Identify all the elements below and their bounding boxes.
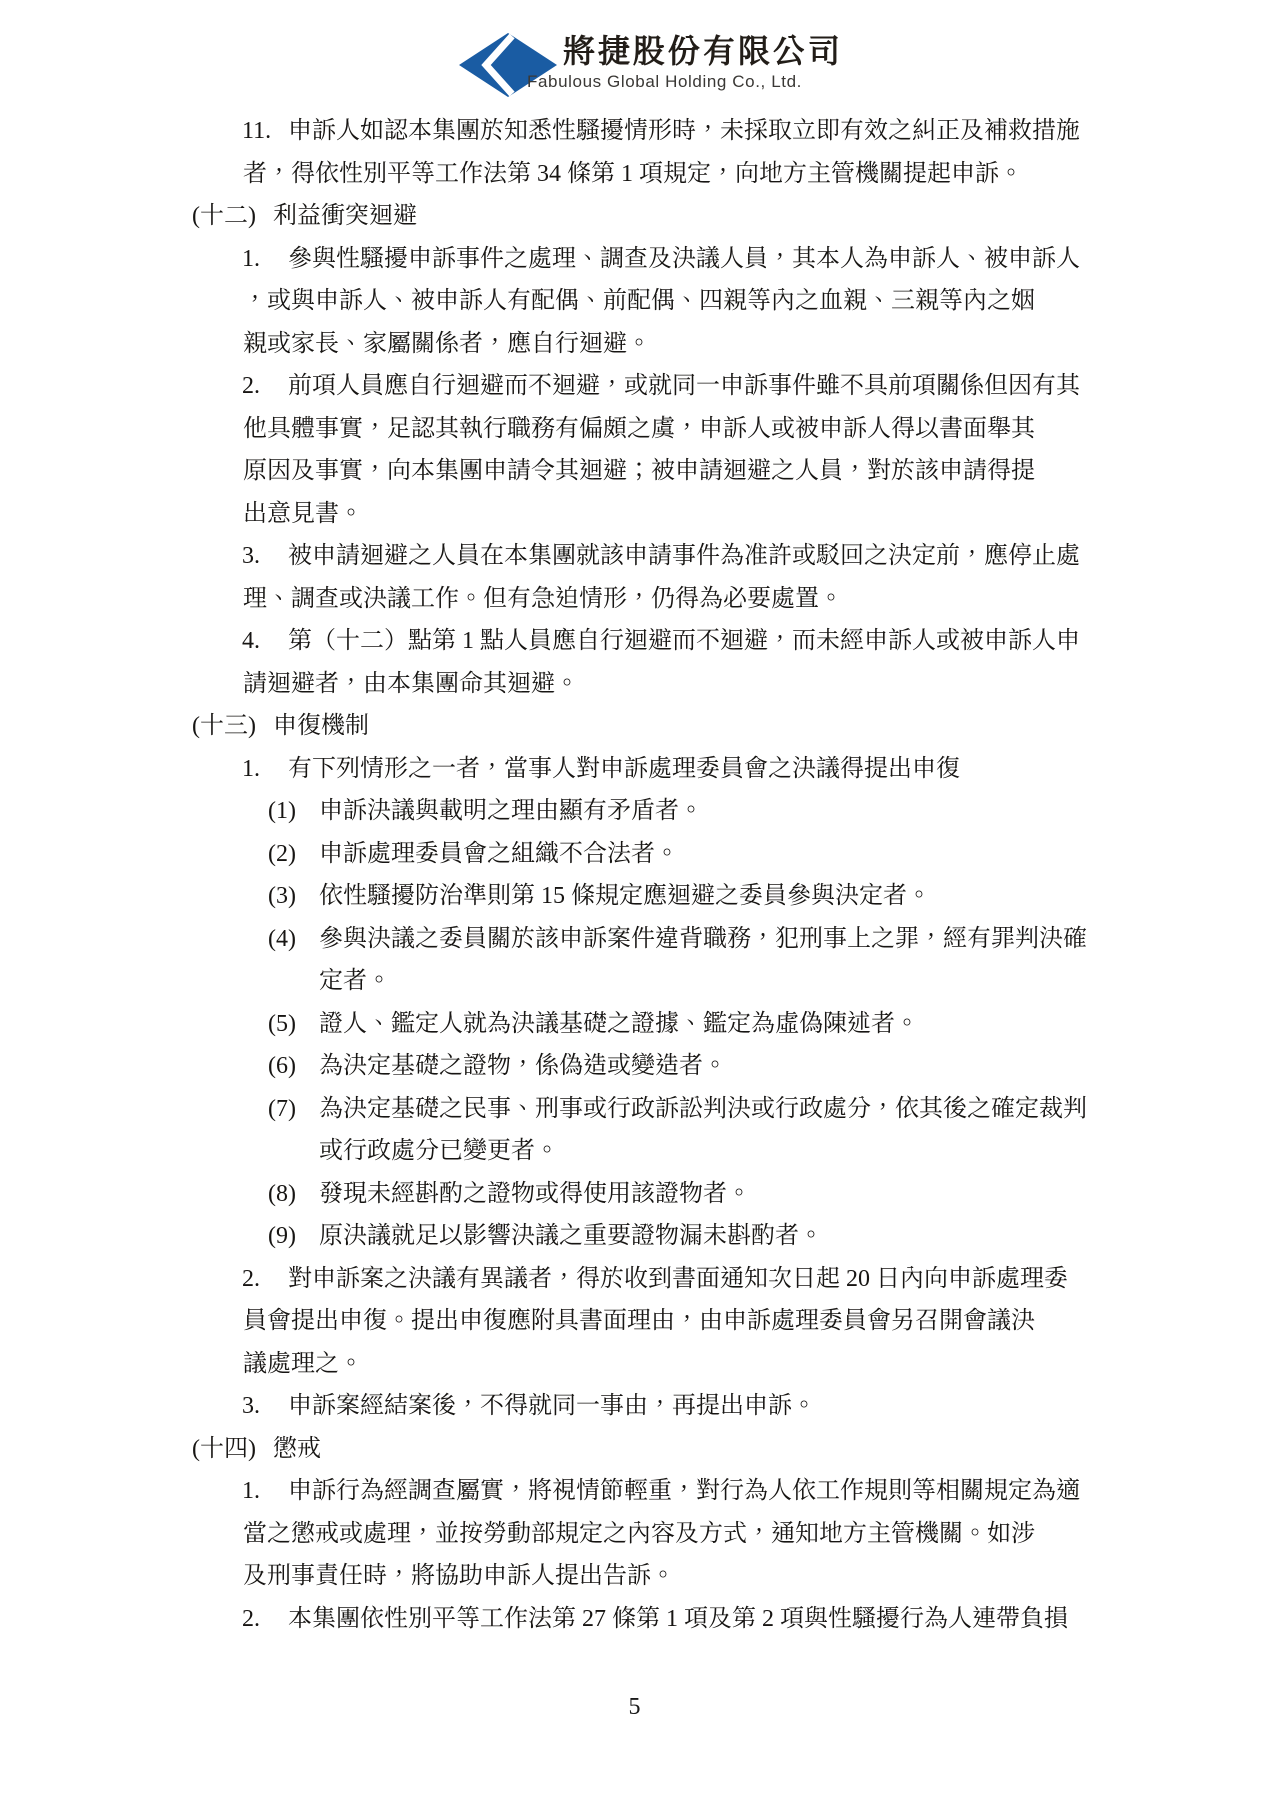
line-marker: (十三): [192, 713, 256, 739]
line-text: 親或家長、家屬關係者，應自行迴避。: [243, 330, 651, 357]
document-line: [0, 790, 1269, 833]
document-line: [0, 493, 1269, 536]
line-text: 為決定基礎之證物，係偽造或變造者。: [319, 1053, 727, 1079]
document-line: [0, 280, 1269, 323]
line-marker: 3.: [242, 543, 260, 569]
line-marker: 1.: [242, 245, 260, 272]
line-text: 申訴案經結案後，不得就同一事由，再提出申訴。: [288, 1393, 816, 1419]
line-marker: (9): [268, 1223, 296, 1249]
document-line: [0, 663, 1269, 706]
document-line: [0, 960, 1269, 1003]
line-marker: 1.: [242, 755, 260, 782]
line-text: 申訴行為經調查屬實，將視情節輕重，對行為人依工作規則等相關規定為適: [288, 1478, 1080, 1504]
document-line: [0, 1555, 1269, 1598]
page-number: 5: [628, 1694, 641, 1720]
document-line: [0, 238, 1269, 281]
line-marker: (3): [268, 883, 296, 909]
document-line: [0, 535, 1269, 578]
line-text: 定者。: [319, 968, 391, 994]
line-text: 員會提出申復。提出申復應附具書面理由，由申訴處理委員會另召開會議決: [243, 1308, 1035, 1334]
company-name-zh: 將捷股份有限公司: [563, 33, 844, 69]
line-text: 對申訴案之決議有異議者，得於收到書面通知次日起 20 日內向申訴處理委: [288, 1265, 1068, 1292]
line-text: 出意見書。: [243, 500, 363, 527]
document-line: [0, 1300, 1269, 1343]
document-line: [0, 1258, 1269, 1301]
document-line: [0, 1173, 1269, 1216]
document-line: [0, 620, 1269, 663]
line-text: ，或與申訴人、被申訴人有配偶、前配偶、四親等內之血親、三親等內之姻: [243, 288, 1035, 314]
line-text: 前項人員應自行迴避而不迴避，或就同一申訴事件雖不具前項關係但因有其: [288, 373, 1080, 399]
document-line: [0, 408, 1269, 451]
line-text: 申訴決議與載明之理由顯有矛盾者。: [319, 798, 703, 824]
line-marker: (8): [268, 1180, 296, 1207]
document-line: [0, 153, 1269, 196]
document-line: [0, 1215, 1269, 1258]
line-text: 原因及事實，向本集團申請令其迴避；被申請迴避之人員，對於該申請得提: [243, 458, 1035, 484]
line-marker: 3.: [242, 1393, 260, 1419]
line-marker: (5): [268, 1010, 296, 1037]
line-marker: (7): [268, 1095, 296, 1122]
line-text: 原決議就足以影響決議之重要證物漏未斟酌者。: [319, 1223, 823, 1249]
line-text: 申訴人如認本集團於知悉性騷擾情形時，未採取立即有效之糾正及補救措施: [288, 118, 1080, 144]
line-text: 者，得依性別平等工作法第 34 條第 1 項規定，向地方主管機關提起申訴。: [243, 160, 1023, 187]
line-text: 為決定基礎之民事、刑事或行政訴訟判決或行政處分，依其後之確定裁判: [319, 1095, 1087, 1122]
page-footer: [0, 1686, 1269, 1728]
document-line: [0, 1343, 1269, 1386]
document-line: [0, 323, 1269, 366]
line-text: 議處理之。: [243, 1350, 363, 1377]
document-line: [0, 875, 1269, 918]
line-marker: 1.: [242, 1478, 260, 1504]
line-text: 或行政處分已變更者。: [319, 1138, 559, 1164]
line-marker: (1): [268, 798, 296, 824]
document-line: [0, 1598, 1269, 1641]
line-text: 依性騷擾防治準則第 15 條規定應迴避之委員參與決定者。: [319, 883, 931, 909]
document-line: [0, 1428, 1269, 1471]
line-text: 申訴處理委員會之組織不合法者。: [319, 840, 679, 867]
document-line: [0, 705, 1269, 748]
line-text: 本集團依性別平等工作法第 27 條第 1 項及第 2 項與性騷擾行為人連帶負損: [288, 1605, 1068, 1632]
line-marker: 2.: [242, 1265, 260, 1292]
line-marker: (十二): [192, 203, 256, 229]
line-text: 有下列情形之一者，當事人對申訴處理委員會之決議得提出申復: [288, 755, 960, 782]
line-marker: 2.: [242, 373, 260, 399]
line-text: 及刑事責任時，將協助申訴人提出告訴。: [243, 1563, 675, 1589]
line-text: 懲戒: [273, 1435, 321, 1462]
line-text: 發現未經斟酌之證物或得使用該證物者。: [319, 1180, 751, 1207]
line-text: 理、調查或決議工作。但有急迫情形，仍得為必要處置。: [243, 585, 843, 612]
line-text: 第（十二）點第 1 點人員應自行迴避而不迴避，而未經申訴人或被申訴人申: [288, 628, 1080, 654]
document-line: [0, 1385, 1269, 1428]
line-text: 證人、鑑定人就為決議基礎之證據、鑑定為虛偽陳述者。: [319, 1010, 919, 1037]
document-line: [0, 110, 1269, 153]
company-name-en: Fabulous Global Holding Co., Ltd.: [527, 72, 802, 91]
line-text: 參與性騷擾申訴事件之處理、調查及決議人員，其本人為申訴人、被申訴人: [288, 245, 1080, 272]
document-line: [0, 833, 1269, 876]
document-line: [0, 1470, 1269, 1513]
line-marker: (6): [268, 1053, 296, 1079]
document-line: [0, 450, 1269, 493]
line-marker: (2): [268, 840, 296, 867]
document-line: [0, 1130, 1269, 1173]
document-line: [0, 918, 1269, 961]
document-line: [0, 195, 1269, 238]
line-text: 申復機制: [273, 713, 369, 739]
document-line: [0, 1003, 1269, 1046]
line-marker: (十四): [192, 1435, 256, 1462]
line-marker: 4.: [242, 628, 260, 654]
line-text: 被申請迴避之人員在本集團就該申請事件為准許或駁回之決定前，應停止處: [288, 543, 1080, 569]
line-text: 當之懲戒或處理，並按勞動部規定之內容及方式，通知地方主管機關。如涉: [243, 1520, 1035, 1547]
document-line: [0, 578, 1269, 621]
line-marker: 2.: [242, 1605, 260, 1632]
document-line: [0, 748, 1269, 791]
line-text: 利益衝突迴避: [273, 203, 417, 229]
line-text: 他具體事實，足認其執行職務有偏頗之虞，申訴人或被申訴人得以書面舉其: [243, 415, 1035, 442]
document-line: [0, 1513, 1269, 1556]
line-text: 參與決議之委員關於該申訴案件違背職務，犯刑事上之罪，經有罪判決確: [319, 925, 1087, 952]
document-line: [0, 1045, 1269, 1088]
document-line: [0, 1088, 1269, 1131]
document-body: [0, 110, 1269, 1640]
line-marker: (4): [268, 925, 296, 952]
company-header: [0, 0, 1269, 110]
line-marker: 11.: [242, 118, 272, 144]
document-line: [0, 365, 1269, 408]
line-text: 請迴避者，由本集團命其迴避。: [243, 670, 579, 697]
